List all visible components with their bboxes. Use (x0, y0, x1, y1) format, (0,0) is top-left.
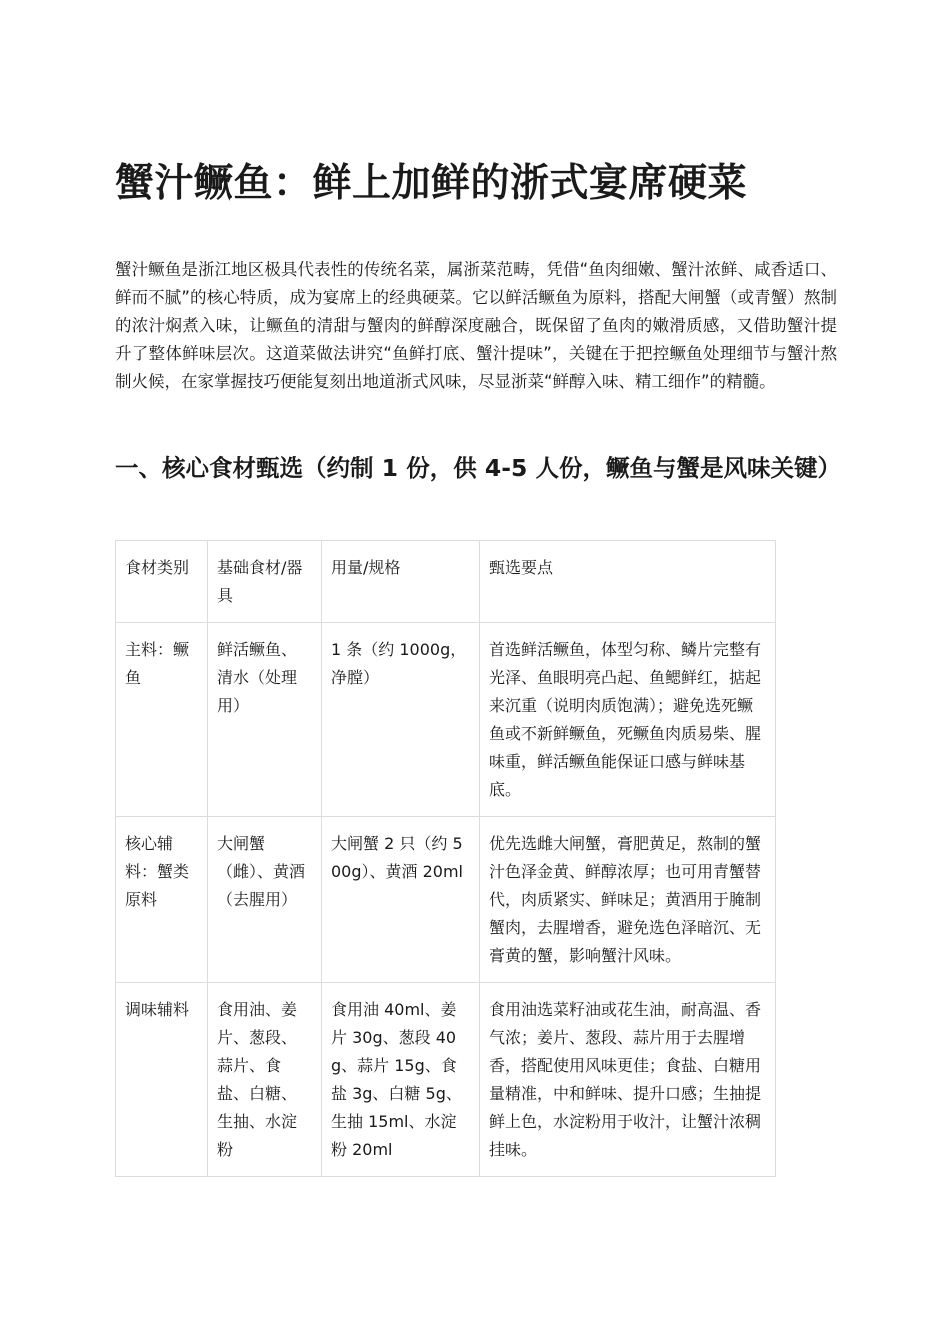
tips-cell: 首选鲜活鳜鱼，体型匀称、鳞片完整有光泽、鱼眼明亮凸起、鱼鳃鲜红，掂起来沉重（说明肉质饱满）；避免选死鳜鱼或不新鲜鳜鱼，死鳜鱼肉质易柴、腥味重，鲜活鳜鱼能保证口感与鲜味基底。 (480, 623, 776, 817)
items-cell: 食用油、姜片、葱段、蒜片、食盐、白糖、生抽、水淀粉 (208, 983, 322, 1177)
table-header-cell: 用量/规格 (322, 541, 480, 623)
amount-cell: 大闸蟹 2 只（约 500g）、黄酒 20ml (322, 817, 480, 983)
page-title: 蟹汁鳜鱼：鲜上加鲜的浙式宴席硬菜 (115, 161, 748, 206)
table-header-row (116, 541, 776, 623)
items-cell: 鲜活鳜鱼、清水（处理用） (208, 623, 322, 817)
category-cell: 调味辅料 (116, 983, 208, 1177)
intro-paragraph: 蟹汁鳜鱼是浙江地区极具代表性的传统名菜，属浙菜范畴，凭借“鱼肉细嫩、蟹汁浓鲜、咸香适口、鲜而不腻”的核心特质，成为宴席上的经典硬菜。它以鲜活鳜鱼为原料，搭配大闸蟹（或青蟹）熬制的浓汁焖煮入味，让鳜鱼的清甜与蟹肉的鲜醇深度融合，既保留了鱼肉的嫩滑质感，又借助蟹汁提升了整体鲜味层次。这道菜做法讲究“鱼鲜打底、蟹汁提味”，关键在于把控鳜鱼处理细节与蟹汁熬制火候，在家掌握技巧便能复刻出地道浙式风味，尽显浙菜“鲜醇入味、精工细作”的精髓。 (115, 260, 837, 391)
amount-cell: 食用油 40ml、姜片 30g、葱段 40g、蒜片 15g、食盐 3g、白糖 5g、生抽 15ml、水淀粉 20ml (322, 983, 480, 1177)
table-row (116, 983, 776, 1177)
items-cell: 大闸蟹（雌）、黄酒（去腥用） (208, 817, 322, 983)
table-header-cell: 食材类别 (116, 541, 208, 623)
tips-cell: 优先选雌大闸蟹，膏肥黄足，熬制的蟹汁色泽金黄、鲜醇浓厚；也可用青蟹替代，肉质紧实、鲜味足；黄酒用于腌制蟹肉，去腥增香，避免选色泽暗沉、无膏黄的蟹，影响蟹汁风味。 (480, 817, 776, 983)
ingredients-table (115, 540, 776, 1177)
category-cell: 核心辅料：蟹类原料 (116, 817, 208, 983)
table-row (116, 623, 776, 817)
table-header-cell: 基础食材/器具 (208, 541, 322, 623)
category-cell: 主料：鳜鱼 (116, 623, 208, 817)
table-row (116, 817, 776, 983)
section-heading: 一、核心食材甄选（约制 1 份，供 4-5 人份，鳜鱼与蟹是风味关键） (115, 454, 842, 482)
tips-cell: 食用油选菜籽油或花生油，耐高温、香气浓；姜片、葱段、蒜片用于去腥增香，搭配使用风味更佳；食盐、白糖用量精准，中和鲜味、提升口感；生抽提鲜上色，水淀粉用于收汁，让蟹汁浓稠挂味。 (480, 983, 776, 1177)
table-header-cell: 甄选要点 (480, 541, 776, 623)
amount-cell: 1 条（约 1000g，净膛） (322, 623, 480, 817)
